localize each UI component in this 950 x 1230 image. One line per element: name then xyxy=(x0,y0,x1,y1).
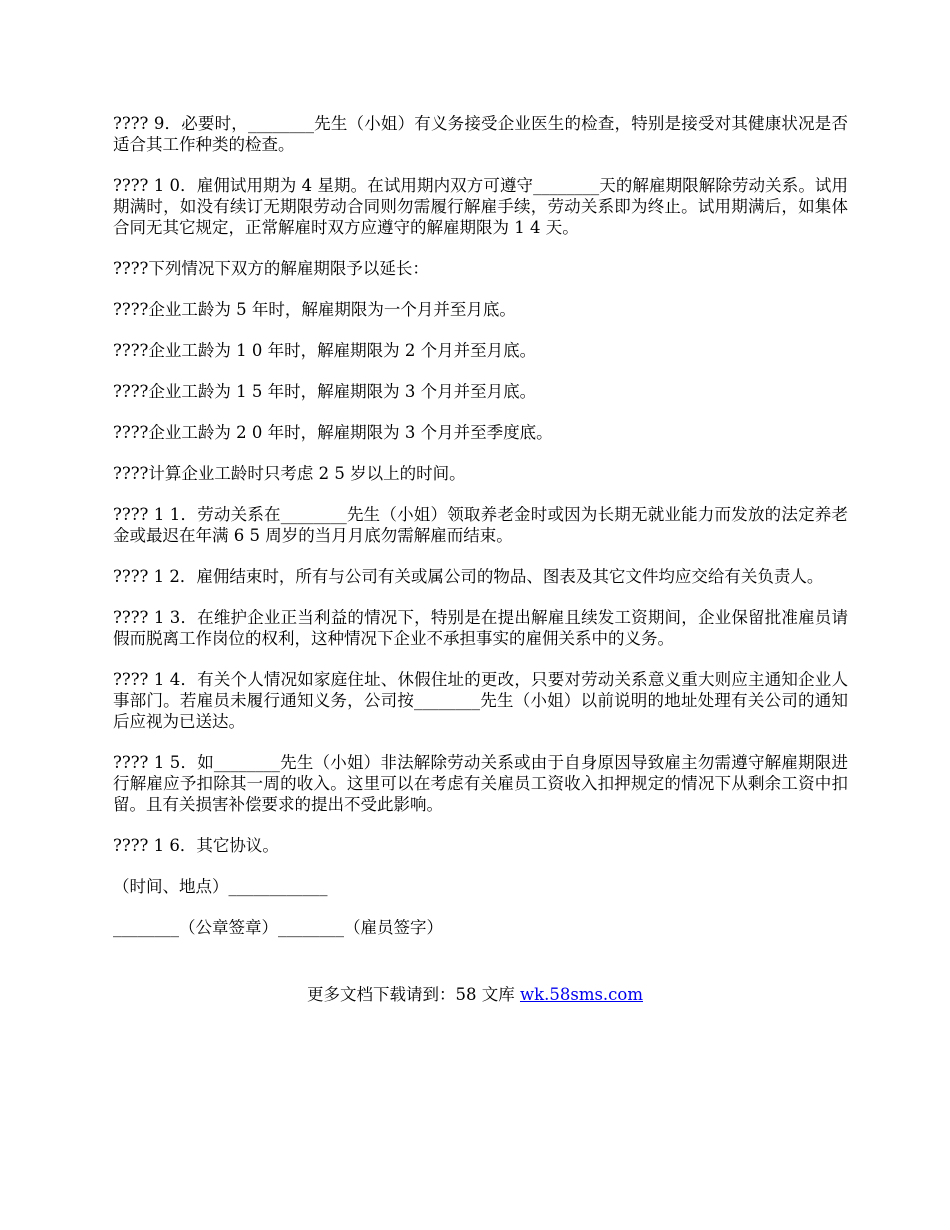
clause-11: ???? 1 1．劳动关系在________先生（小姐）领取养老金时或因为长期无就业能力而发放的法定养老金或最迟在年满 6 5 周岁的当月月底勿需解雇而结束。 xyxy=(113,505,848,545)
footer xyxy=(0,984,950,1006)
document-body xyxy=(113,113,848,958)
clause-15: ???? 1 5．如________先生（小姐）非法解除劳动关系或由于自身原因导致雇主勿需遵守解雇期限进行解雇应予扣除其一周的收入。这里可以在考虑有关雇员工资收入扣押规定的情况下从剩余工资中扣留。且有关损害补偿要求的提出不受此影响。 xyxy=(113,753,848,814)
seniority-5-years: ????企业工龄为 5 年时，解雇期限为一个月并至月底。 xyxy=(113,300,516,319)
seniority-15-years: ????企业工龄为 1 5 年时，解雇期限为 3 个月并至月底。 xyxy=(113,382,537,401)
seniority-20-years: ????企业工龄为 2 0 年时，解雇期限为 3 个月并至季度底。 xyxy=(113,423,553,442)
time-place-line: （时间、地点）____________ xyxy=(113,877,328,896)
seniority-10-years: ????企业工龄为 1 0 年时，解雇期限为 2 个月并至月底。 xyxy=(113,341,537,360)
footer-text: 更多文档下载请到：58 文库 xyxy=(306,985,520,1004)
signature-line: ________（公章签章）________（雇员签字） xyxy=(113,918,443,937)
seniority-age-rule: ????计算企业工龄时只考虑 2 5 岁以上的时间。 xyxy=(113,464,466,483)
clause-14: ???? 1 4．有关个人情况如家庭住址、休假住址的更改，只要对劳动关系意义重大则应主通知企业人事部门。若雇员未履行通知义务，公司按________先生（小姐）以前说明的地址处理有关公司的通知后应视为已送达。 xyxy=(113,670,848,731)
clause-12: ???? 1 2．雇佣结束时，所有与公司有关或属公司的物品、图表及其它文件均应交给有关负责人。 xyxy=(113,567,824,586)
notice-extension-intro: ????下列情况下双方的解雇期限予以延长： xyxy=(113,259,429,278)
clause-13: ???? 1 3．在维护企业正当利益的情况下，特别是在提出解雇且续发工资期间，企业保留批准雇员请假而脱离工作岗位的权利，这种情况下企业不承担事实的雇佣关系中的义务。 xyxy=(113,608,848,648)
clause-10: ???? 1 0．雇佣试用期为 4 星期。在试用期内双方可遵守________天的解雇期限解除劳动关系。试用期满时，如没有续订无期限劳动合同则勿需履行解雇手续，劳动关系即为终止。试用期满后，如集体合同无其它规定，正常解雇时双方应遵守的解雇期限为 1 4 天。 xyxy=(113,176,848,237)
footer-link[interactable]: wk.58sms.com xyxy=(519,985,643,1004)
clause-16: ???? 1 6．其它协议。 xyxy=(113,836,279,855)
clause-9: ???? 9．必要时，________先生（小姐）有义务接受企业医生的检查，特别是接受对其健康状况是否适合其工作种类的检查。 xyxy=(113,114,848,154)
